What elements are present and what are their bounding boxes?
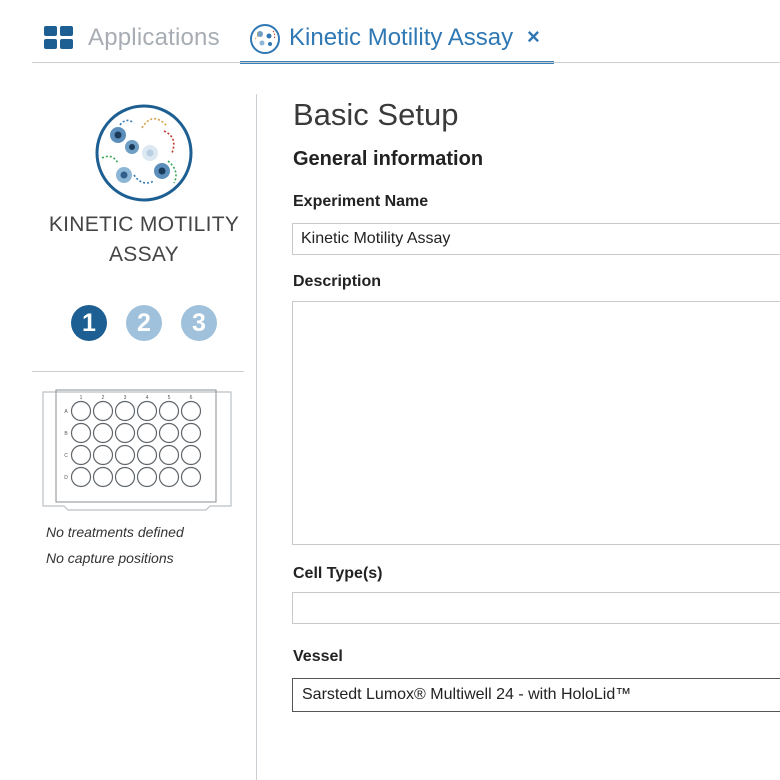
- plate-well: [138, 468, 157, 487]
- plate-well: [94, 402, 113, 421]
- plate-well: [182, 402, 201, 421]
- plate-well: [138, 424, 157, 443]
- plate-column-label: 4: [145, 395, 149, 401]
- close-icon[interactable]: ×: [527, 24, 540, 49]
- plate-row-label: A: [64, 409, 68, 415]
- tab-bar-divider: [32, 62, 780, 63]
- plate-well: [182, 468, 201, 487]
- step-2-button[interactable]: 2: [126, 305, 162, 341]
- cell-types-field[interactable]: [292, 592, 780, 624]
- plate-well: [160, 402, 179, 421]
- plate-well: [72, 424, 91, 443]
- plate-well: [94, 446, 113, 465]
- plate-column-label: 6: [189, 395, 193, 401]
- plate-column-label: 5: [167, 395, 171, 401]
- tab-applications[interactable]: [44, 22, 220, 54]
- plate-row-label: B: [64, 431, 68, 437]
- plate-well: [138, 402, 157, 421]
- tab-applications-label: Applications: [88, 24, 220, 51]
- motility-assay-logo: [94, 103, 194, 208]
- plate-column-label: 3: [123, 395, 127, 401]
- description-field[interactable]: [292, 301, 780, 545]
- grid-icon: [44, 26, 74, 50]
- assay-title-line2: ASSAY: [109, 243, 179, 266]
- plate-well: [72, 446, 91, 465]
- cells-icon: [249, 23, 281, 60]
- plate-well: [160, 424, 179, 443]
- multiwell-plate-icon[interactable]: [40, 388, 234, 517]
- panel-divider: [256, 94, 257, 780]
- plate-well: [116, 424, 135, 443]
- section-heading: General information: [293, 148, 484, 170]
- assay-title-line1: KINETIC MOTILITY: [48, 213, 240, 236]
- tab-bar: [0, 0, 780, 64]
- tab-kinetic-motility-assay[interactable]: [240, 20, 554, 63]
- experiment-name-label: Experiment Name: [293, 193, 429, 210]
- plate-well: [72, 468, 91, 487]
- plate-row-label: D: [64, 475, 68, 481]
- plate-well: [94, 468, 113, 487]
- plate-well: [138, 446, 157, 465]
- plate-well: [182, 446, 201, 465]
- plate-well: [116, 446, 135, 465]
- description-label: Description: [293, 273, 382, 290]
- treatments-note: No treatments defined: [46, 524, 184, 540]
- plate-well: [116, 402, 135, 421]
- plate-well: [160, 446, 179, 465]
- experiment-name-field[interactable]: Kinetic Motility Assay: [292, 223, 780, 255]
- tab-kinetic-motility-assay-label: Kinetic Motility Assay: [289, 24, 514, 51]
- sidebar-divider: [32, 371, 244, 372]
- capture-positions-note: No capture positions: [46, 550, 174, 566]
- plate-well: [72, 402, 91, 421]
- step-3-button[interactable]: 3: [181, 305, 217, 341]
- page-title: Basic Setup: [293, 97, 459, 132]
- cell-types-label: Cell Type(s): [293, 565, 383, 582]
- assay-title: [30, 210, 258, 270]
- plate-column-label: 2: [101, 395, 105, 401]
- plate-well: [160, 468, 179, 487]
- vessel-label: Vessel: [293, 648, 343, 665]
- plate-well: [182, 424, 201, 443]
- vessel-select[interactable]: Sarstedt Lumox® Multiwell 24 - with HoloLid™: [292, 678, 780, 712]
- plate-row-label: C: [64, 453, 68, 459]
- plate-column-label: 1: [79, 395, 83, 401]
- step-1-button[interactable]: 1: [71, 305, 107, 341]
- plate-well: [94, 424, 113, 443]
- plate-well: [116, 468, 135, 487]
